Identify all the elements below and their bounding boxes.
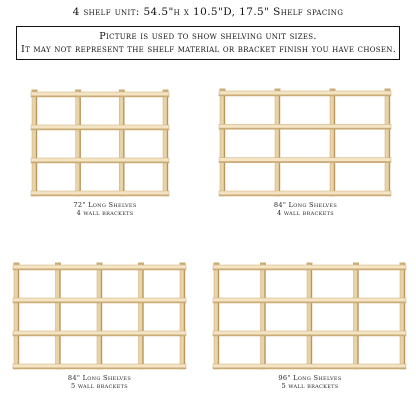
bracket-cap bbox=[180, 263, 186, 265]
shelf-length-label: 84" Long Shelves bbox=[273, 201, 338, 209]
bracket-post-shadow bbox=[218, 264, 219, 369]
shelf-unit-84-4-brackets bbox=[218, 89, 393, 199]
unit-caption bbox=[12, 374, 187, 390]
bracket-count-label: 4 wall brackets bbox=[276, 209, 335, 217]
shelf-board-edge bbox=[13, 302, 186, 304]
bracket-post-shadow bbox=[279, 90, 280, 196]
shelf-length-label: 72" Long Shelves bbox=[73, 201, 137, 209]
bracket-post-shadow bbox=[404, 264, 405, 369]
bracket-cap bbox=[214, 263, 220, 265]
shelf-board-edge bbox=[13, 335, 186, 337]
disclaimer-line-2: It may not represent the shelf material or bracket finish you have chosen. bbox=[21, 44, 397, 55]
shelf-board-edge bbox=[31, 162, 169, 164]
bracket-cap bbox=[275, 89, 281, 91]
bracket-post-shadow bbox=[59, 264, 60, 369]
bracket-post-shadow bbox=[334, 90, 335, 196]
shelf-unit-96-5-brackets bbox=[212, 263, 408, 373]
bracket-cap bbox=[163, 90, 169, 92]
shelf-board-edge bbox=[213, 302, 406, 304]
bracket-post-shadow bbox=[79, 91, 80, 196]
bracket-post-shadow bbox=[123, 91, 124, 196]
bracket-cap bbox=[75, 90, 81, 92]
bracket-cap bbox=[138, 263, 144, 265]
bracket-post-shadow bbox=[167, 91, 168, 196]
shelf-board-edge bbox=[31, 195, 169, 197]
shelf-unit-illustration bbox=[12, 263, 187, 373]
disclaimer-line-1: Picture is used to show shelving unit sizes. bbox=[99, 31, 317, 42]
shelf-board-edge bbox=[31, 96, 169, 98]
bracket-post-shadow bbox=[36, 91, 37, 196]
bracket-cap bbox=[260, 263, 266, 265]
bracket-count-label: 5 wall brackets bbox=[281, 382, 339, 390]
shelf-board-edge bbox=[219, 95, 391, 97]
unit-caption bbox=[218, 201, 393, 217]
bracket-post-shadow bbox=[311, 264, 312, 369]
bracket-post-shadow bbox=[389, 90, 390, 196]
bracket-count-label: 4 wall brackets bbox=[76, 209, 134, 217]
shelf-unit-72-4-brackets bbox=[30, 90, 180, 200]
shelf-board-edge bbox=[213, 368, 406, 370]
shelf-board-edge bbox=[219, 161, 391, 163]
bracket-post-shadow bbox=[184, 264, 185, 369]
shelf-board-edge bbox=[213, 335, 406, 337]
bracket-cap bbox=[400, 263, 406, 265]
bracket-post-shadow bbox=[357, 264, 358, 369]
disclaimer-box bbox=[16, 26, 400, 60]
shelf-unit-84-5-brackets bbox=[12, 263, 187, 373]
shelf-board-edge bbox=[13, 269, 186, 271]
bracket-cap bbox=[97, 263, 103, 265]
bracket-cap bbox=[32, 90, 38, 92]
bracket-count-label: 5 wall brackets bbox=[70, 382, 129, 390]
bracket-cap bbox=[119, 90, 125, 92]
bracket-cap bbox=[330, 89, 336, 91]
shelf-board-edge bbox=[13, 368, 186, 370]
unit-caption bbox=[30, 201, 180, 217]
shelf-board-edge bbox=[31, 129, 169, 131]
bracket-post-shadow bbox=[18, 264, 19, 369]
shelf-unit-illustration bbox=[218, 89, 393, 199]
bracket-cap bbox=[220, 89, 226, 91]
bracket-cap bbox=[55, 263, 61, 265]
shelf-unit-illustration bbox=[30, 90, 180, 200]
bracket-post-shadow bbox=[264, 264, 265, 369]
bracket-cap bbox=[14, 263, 20, 265]
shelf-length-label: 84" Long Shelves bbox=[67, 374, 132, 382]
bracket-post-shadow bbox=[224, 90, 225, 196]
shelf-board-edge bbox=[219, 128, 391, 130]
bracket-cap bbox=[353, 263, 359, 265]
unit-caption bbox=[212, 374, 408, 390]
shelf-length-label: 96" Long Shelves bbox=[278, 374, 342, 382]
bracket-cap bbox=[385, 89, 391, 91]
bracket-post-shadow bbox=[142, 264, 143, 369]
shelf-board-edge bbox=[219, 195, 391, 197]
shelf-unit-illustration bbox=[212, 263, 408, 373]
page-title: 4 shelf unit: 54.5"h x 10.5"D, 17.5" Shelf spacing bbox=[72, 6, 344, 18]
shelf-board-edge bbox=[213, 269, 406, 271]
bracket-cap bbox=[307, 263, 313, 265]
bracket-post-shadow bbox=[101, 264, 102, 369]
